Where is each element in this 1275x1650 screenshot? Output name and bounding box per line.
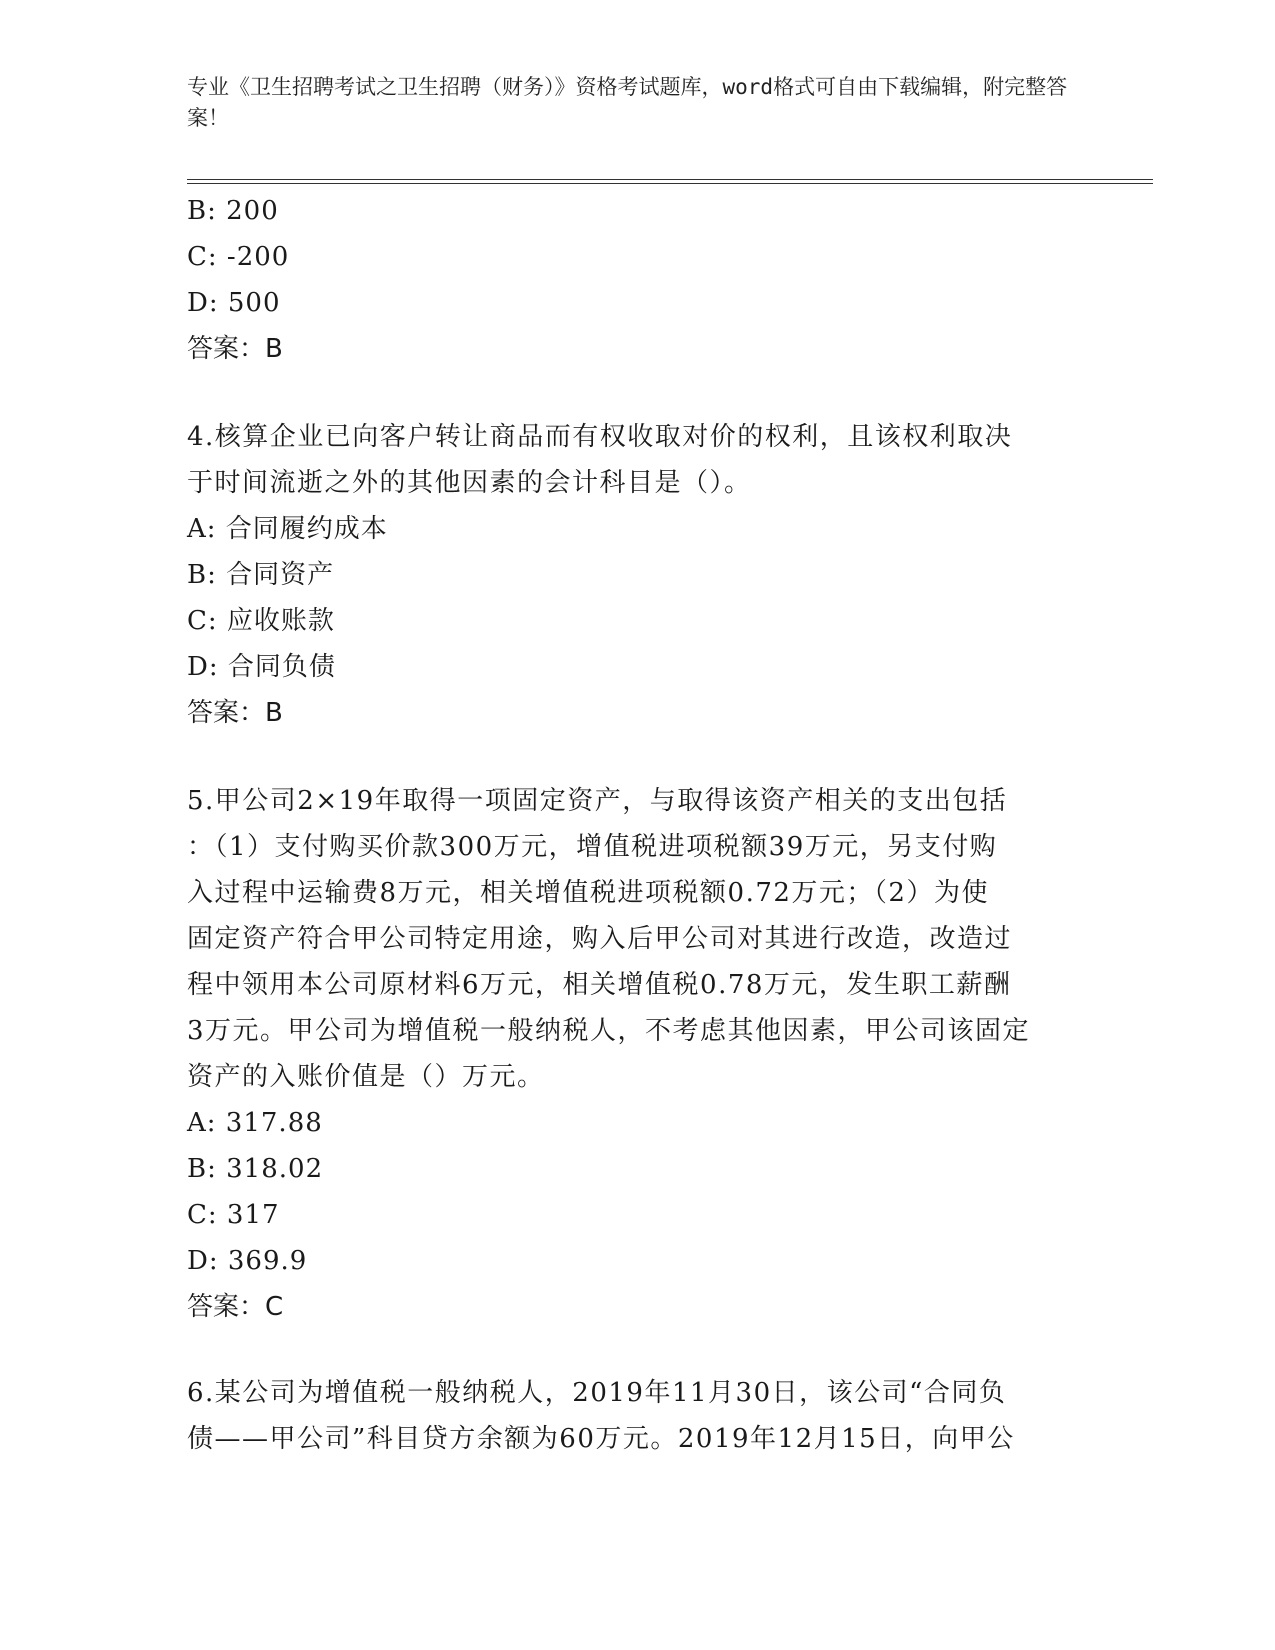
question-text-line: 3万元。甲公司为增值税一般纳税人，不考虑其他因素，甲公司该固定 [187, 1016, 1031, 1046]
question-text-line: 于时间流逝之外的其他因素的会计科目是（）。 [187, 468, 752, 498]
question-text-line: 4.核算企业已向客户转让商品而有权收取对价的权利，且该权利取决 [187, 422, 1013, 452]
option-c: C: 317 [187, 1200, 280, 1230]
option-b: B: 200 [187, 196, 279, 226]
document-header: 专业《卫生招聘考试之卫生招聘（财务）》资格考试题库，word格式可自由下载编辑，附完整答案！ [187, 75, 1068, 130]
option-a: A: 317.88 [187, 1108, 323, 1138]
answer: 答案：C [187, 1292, 284, 1322]
question-text-line: ：（1）支付购买价款300万元，增值税进项税额39万元，另支付购 [187, 832, 998, 862]
question-6 [187, 1370, 1087, 1462]
question-text-line: 程中领用本公司原材料6万元，相关增值税0.78万元，发生职工薪酬 [187, 970, 1012, 1000]
question-text-line: 5.甲公司2×19年取得一项固定资产，与取得该资产相关的支出包括 [187, 786, 1008, 816]
question-3-options [187, 188, 1087, 372]
answer: 答案：B [187, 334, 283, 364]
question-text-line: 债——甲公司”科目贷方余额为60万元。2019年12月15日，向甲公 [187, 1424, 1015, 1454]
option-c: C: -200 [187, 242, 290, 272]
option-a: A: 合同履约成本 [187, 514, 388, 544]
question-5 [187, 778, 1087, 1330]
option-d: D: 500 [187, 288, 281, 318]
document-body [187, 188, 1087, 1462]
question-text-line: 入过程中运输费8万元，相关增值税进项税额0.72万元；（2）为使 [187, 878, 989, 908]
option-d: D: 合同负债 [187, 652, 336, 682]
option-b: B: 合同资产 [187, 560, 335, 590]
question-4 [187, 414, 1087, 736]
option-c: C: 应收账款 [187, 606, 335, 636]
answer: 答案：B [187, 698, 283, 728]
option-b: B: 318.02 [187, 1154, 324, 1184]
question-text-line: 固定资产符合甲公司特定用途，购入后甲公司对其进行改造，改造过 [187, 924, 1013, 954]
header-divider [187, 179, 1153, 184]
question-text-line: 6.某公司为增值税一般纳税人，2019年11月30日，该公司“合同负 [187, 1378, 1007, 1408]
option-d: D: 369.9 [187, 1246, 308, 1276]
question-text-line: 资产的入账价值是（）万元。 [187, 1062, 545, 1092]
